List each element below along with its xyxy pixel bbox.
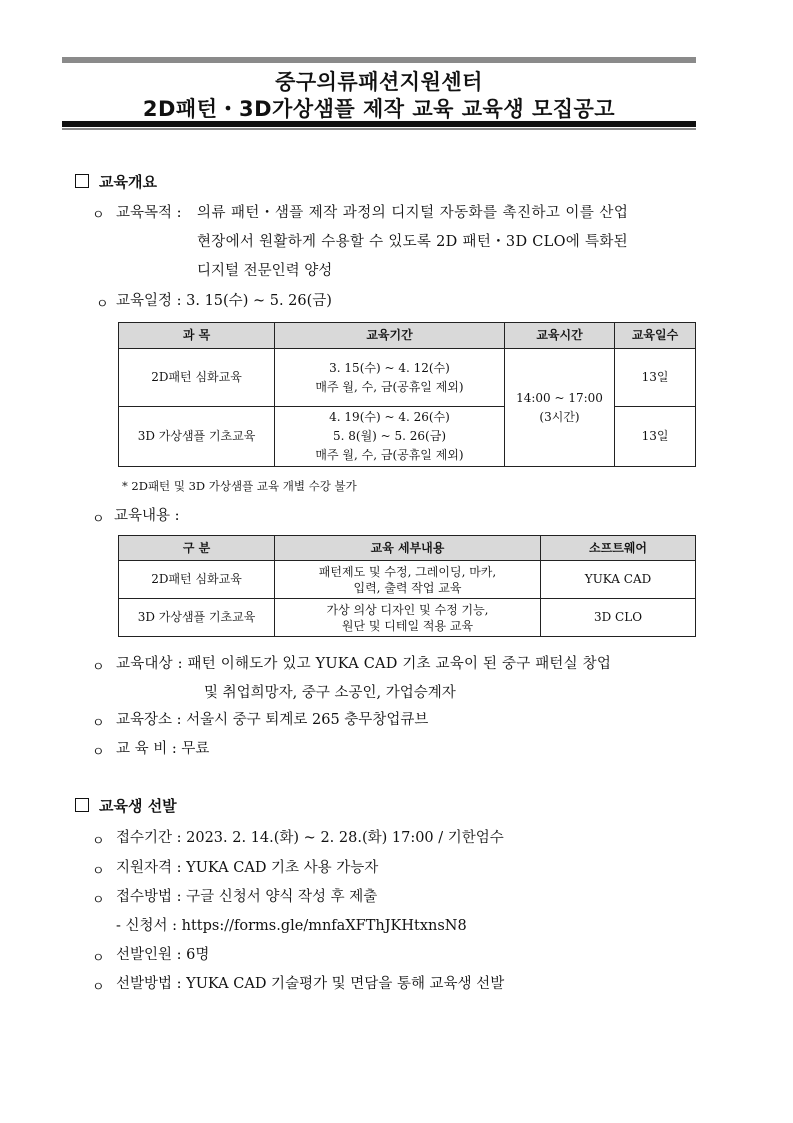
period-line: 5. 8(월) ~ 5. 26(금): [332, 429, 447, 443]
column-header: 구 분: [119, 536, 275, 561]
software-cell: YUKA CAD: [541, 561, 696, 599]
detail-line: 입력, 출력 작업 교육: [353, 580, 462, 595]
software-cell: 3D CLO: [541, 599, 696, 637]
section-heading-text: 교육생 선발: [99, 797, 177, 815]
course-name-cell: 3D 가상샘플 기초교육: [119, 599, 275, 637]
days-cell: 13일: [615, 407, 696, 467]
purpose-text-line3: 디지털 전문인력 양성: [197, 263, 333, 279]
content-label: 교육내용 :: [114, 508, 180, 524]
checkbox-square-icon: [75, 174, 89, 188]
bullet-icon: ㅇ: [92, 512, 105, 527]
detail-line: 원단 및 디테일 적용 교육: [341, 618, 474, 633]
column-header: 교육일수: [615, 323, 696, 349]
period-cell: [275, 349, 505, 407]
subject-cell: 3D 가상샘플 기초교육: [119, 407, 275, 467]
bullet-icon: ㅇ: [92, 951, 105, 966]
selection-count-text: 선발인원 : 6명: [116, 947, 210, 963]
checkbox-square-icon: [75, 798, 89, 812]
detail-line: 패턴제도 및 수정, 그레이딩, 마카,: [318, 564, 497, 579]
bullet-icon: ㅇ: [96, 297, 109, 312]
period-line: 3. 15(수) ~ 4. 12(수): [329, 360, 450, 375]
table-row: [119, 561, 696, 599]
section-heading-selection: [75, 795, 177, 816]
bullet-icon: ㅇ: [92, 834, 105, 849]
section-heading-overview: [75, 171, 157, 192]
time-line: 14:00 ~ 17:00: [516, 390, 603, 405]
purpose-label: 교육목적 :: [116, 205, 182, 221]
detail-line: 가상 의상 디자인 및 수정 기능,: [326, 602, 489, 617]
column-header: 소프트웨어: [541, 536, 696, 561]
header-bottom-thin-rule: [62, 128, 696, 130]
period-line: 4. 19(수) ~ 4. 26(수): [329, 410, 450, 424]
page-title-line2: 2D패턴・3D가상샘플 제작 교육 교육생 모집공고: [142, 97, 616, 121]
content-table: [118, 535, 696, 637]
qualification-text: 지원자격 : YUKA CAD 기초 사용 가능자: [116, 860, 379, 876]
bullet-icon: ㅇ: [92, 745, 105, 760]
days-cell: 13일: [615, 349, 696, 407]
bullet-icon: ㅇ: [92, 864, 105, 879]
period-cell: [275, 407, 505, 467]
period-line: 매주 월, 수, 금(공휴일 제외): [315, 379, 464, 394]
course-detail-cell: [275, 561, 541, 599]
page-title-line1: 중구의류패션지원센터: [275, 70, 483, 94]
time-line: (3시간): [539, 409, 580, 424]
table-row: [119, 599, 696, 637]
period-line: 매주 월, 수, 금(공휴일 제외): [315, 448, 464, 462]
target-text-line1: 교육대상 : 패턴 이해도가 있고 YUKA CAD 기초 교육이 된 중구 패턴실 창업: [116, 656, 612, 672]
subject-cell: 2D패턴 심화교육: [119, 349, 275, 407]
selection-method-text: 선발방법 : YUKA CAD 기술평가 및 면담을 통해 교육생 선발: [116, 976, 505, 992]
fee-text: 교 육 비 : 무료: [116, 741, 210, 757]
purpose-text-line2: 현장에서 원활하게 수용할 수 있도록 2D 패턴・3D CLO에 특화된: [197, 234, 628, 250]
course-name-cell: 2D패턴 심화교육: [119, 561, 275, 599]
section-heading-text: 교육개요: [99, 173, 157, 191]
header-top-rule: [62, 57, 696, 63]
target-text-line2: 및 취업희망자, 중구 소공인, 가업승계자: [204, 685, 456, 701]
column-header: 교육기간: [275, 323, 505, 349]
purpose-text-line1: 의류 패턴・샘플 제작 과정의 디지털 자동화를 촉진하고 이를 산업: [197, 205, 629, 221]
content-table-header-row: [119, 536, 696, 561]
bullet-icon: ㅇ: [92, 893, 105, 908]
application-form-link[interactable]: - 신청서 : https://forms.gle/mnfaXFThJKHtxnsN8: [116, 918, 467, 934]
time-cell: [505, 349, 615, 467]
bullet-icon: ㅇ: [92, 980, 105, 995]
bullet-icon: ㅇ: [92, 716, 105, 731]
course-detail-cell: [275, 599, 541, 637]
application-period-text: 접수기간 : 2023. 2. 14.(화) ~ 2. 28.(화) 17:00 / 기한엄수: [116, 830, 504, 846]
bullet-icon: ㅇ: [92, 660, 105, 675]
column-header: 교육시간: [505, 323, 615, 349]
column-header: 교육 세부내용: [275, 536, 541, 561]
place-text: 교육장소 : 서울시 중구 퇴계로 265 충무창업큐브: [116, 712, 429, 728]
table-note: * 2D패턴 및 3D 가상샘플 교육 개별 수강 불가: [122, 479, 357, 493]
table-row: [119, 349, 696, 407]
schedule-text: 교육일정 : 3. 15(수) ~ 5. 26(금): [116, 293, 332, 309]
column-header: 과 목: [119, 323, 275, 349]
bullet-icon: ㅇ: [92, 208, 105, 223]
application-method-text: 접수방법 : 구글 신청서 양식 작성 후 제출: [116, 889, 378, 905]
schedule-table: [118, 322, 696, 467]
schedule-table-header-row: [119, 323, 696, 349]
header-bottom-rule: [62, 121, 696, 127]
